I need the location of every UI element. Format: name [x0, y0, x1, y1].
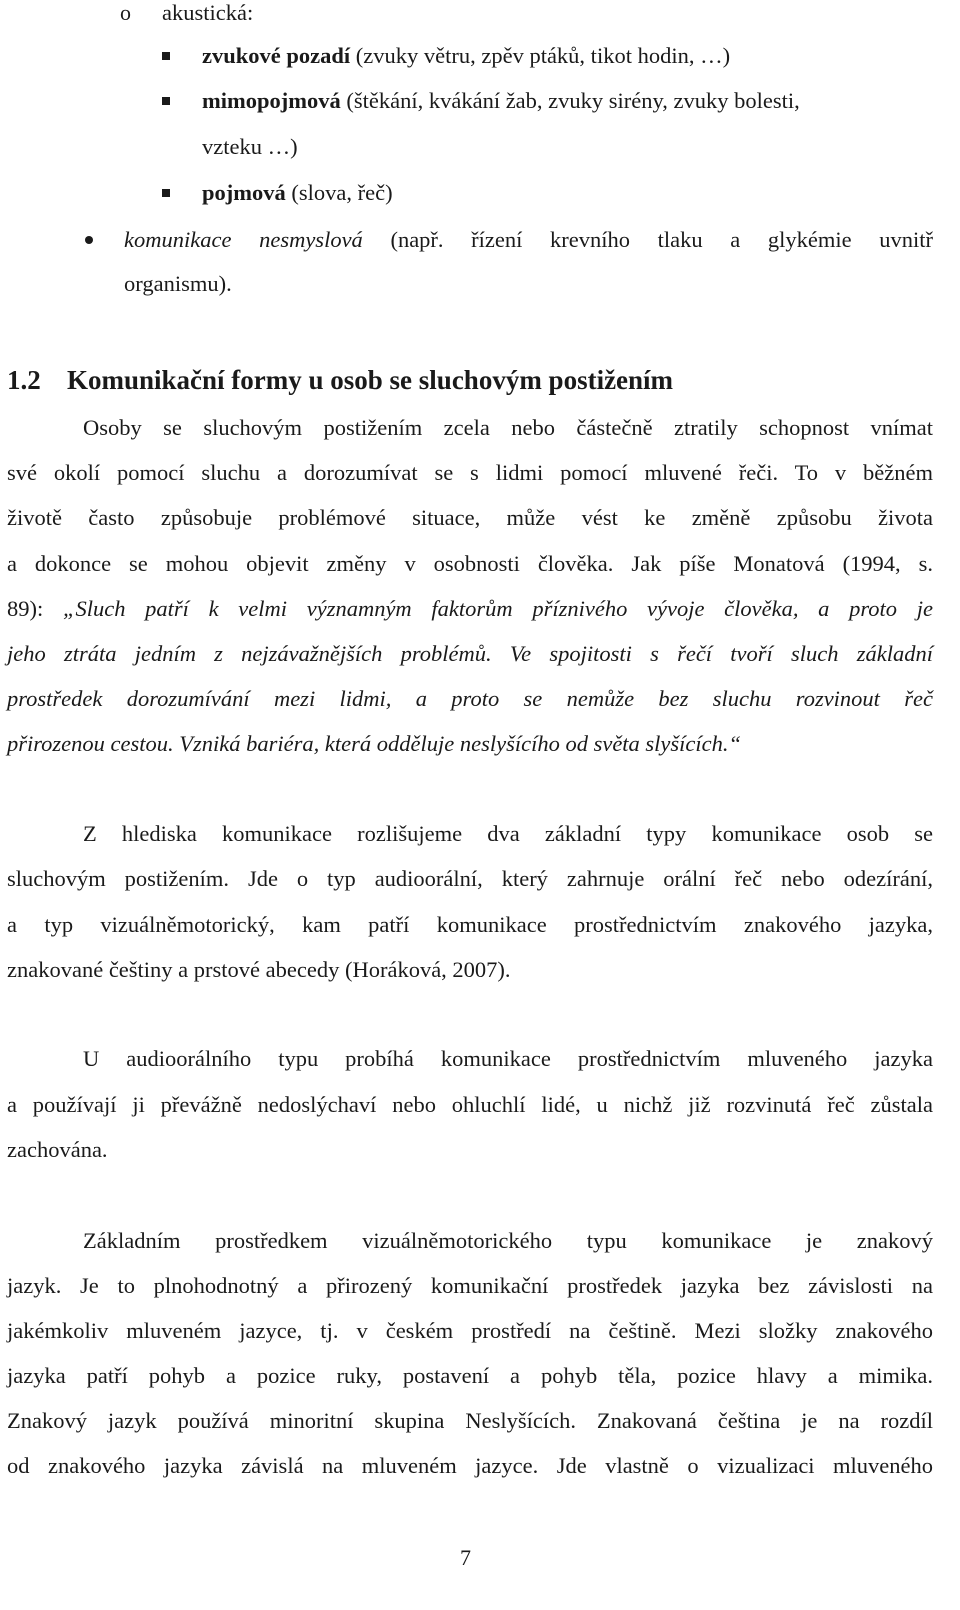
quote-line: prostředek dorozumívání mezi lidmi, a proto se nemůže bez sluchu rozvinout řeč [7, 686, 933, 711]
paragraph-line: znakované češtiny a prstové abecedy (Horáková, 2007). [7, 957, 511, 982]
list-item-continuation: vzteku …) [202, 134, 298, 159]
square-bullet-icon [162, 52, 170, 60]
paragraph-line: zachována. [7, 1137, 108, 1162]
square-bullet-icon [162, 97, 170, 105]
paragraph-line: 89): „Sluch patří k velmi významným faktorům příznivého vývoje člověka, a proto je [7, 596, 933, 621]
paragraph-line: od znakového jazyka závislá na mluveném jazyce. Jde vlastně o vizualizaci mluveného [7, 1453, 933, 1478]
paragraph-line: své okolí pomocí sluchu a dorozumívat se s lidmi pomocí mluvené řeči. To v běžném [7, 460, 933, 485]
paragraph-line: Osoby se sluchovým postižením zcela nebo částečně ztratily schopnost vnímat [83, 415, 933, 440]
list-marker-o: o [120, 0, 131, 25]
list-item: mimopojmová (štěkání, kvákání žab, zvuky sirény, zvuky bolesti, [202, 88, 800, 113]
section-heading: 1.2 Komunikační formy u osob se sluchovým postižením [7, 365, 674, 395]
paragraph-line: a typ vizuálněmotorický, kam patří komunikace prostřednictvím znakového jazyka, [7, 912, 933, 937]
round-bullet-icon [85, 236, 93, 244]
quote-line: přirozenou cestou. Vzniká bariéra, která odděluje neslyšícího od světa slyšících.“ [7, 731, 742, 756]
paragraph-line: jazyk. Je to plnohodnotný a přirozený komunikační prostředek jazyka bez závislosti na [7, 1273, 933, 1298]
square-bullet-icon [162, 189, 170, 197]
page-number: 7 [460, 1545, 471, 1570]
paragraph-line: jazyka patří pohyb a pozice ruky, postavení a pohyb těla, pozice hlavy a mimika. [7, 1363, 933, 1388]
list-heading-akusticka: akustická: [162, 0, 254, 25]
list-item: pojmová (slova, řeč) [202, 180, 393, 205]
quote-line: jeho ztráta jedním z nejzávažnějších problémů. Ve spojitosti s řečí tvoří sluch základní [7, 641, 933, 666]
paragraph-line: Z hlediska komunikace rozlišujeme dva základní typy komunikace osob se [83, 821, 933, 846]
paragraph-line: životě často způsobuje problémové situace, může vést ke změně způsobu života [7, 505, 933, 530]
list-item: zvukové pozadí (zvuky větru, zpěv ptáků, tikot hodin, …) [202, 43, 731, 68]
paragraph-line: jakémkoliv mluveném jazyce, tj. v českém prostředí na češtině. Mezi složky znakového [7, 1318, 933, 1343]
paragraph-line: Znakový jazyk používá minoritní skupina Neslyšících. Znakovaná čeština je na rozdíl [7, 1408, 933, 1433]
paragraph-line: a používají ji převážně nedoslýchaví nebo ohluchlí lidé, u nichž již rozvinutá řeč zůstala [7, 1092, 933, 1117]
paragraph-line: U audioorálního typu probíhá komunikace prostřednictvím mluveného jazyka [83, 1046, 933, 1071]
paragraph-line: sluchovým postižením. Jde o typ audioorální, který zahrnuje orální řeč nebo odezírání, [7, 866, 933, 891]
paragraph-line: Základním prostředkem vizuálněmotorického typu komunikace je znakový [83, 1228, 933, 1253]
paragraph-line: a dokonce se mohou objevit změny v osobnosti člověka. Jak píše Monatová (1994, s. [7, 551, 933, 576]
list-item-continuation: organismu). [124, 271, 232, 296]
list-item: komunikace nesmyslová (např. řízení krevního tlaku a glykémie uvnitř [124, 227, 933, 252]
